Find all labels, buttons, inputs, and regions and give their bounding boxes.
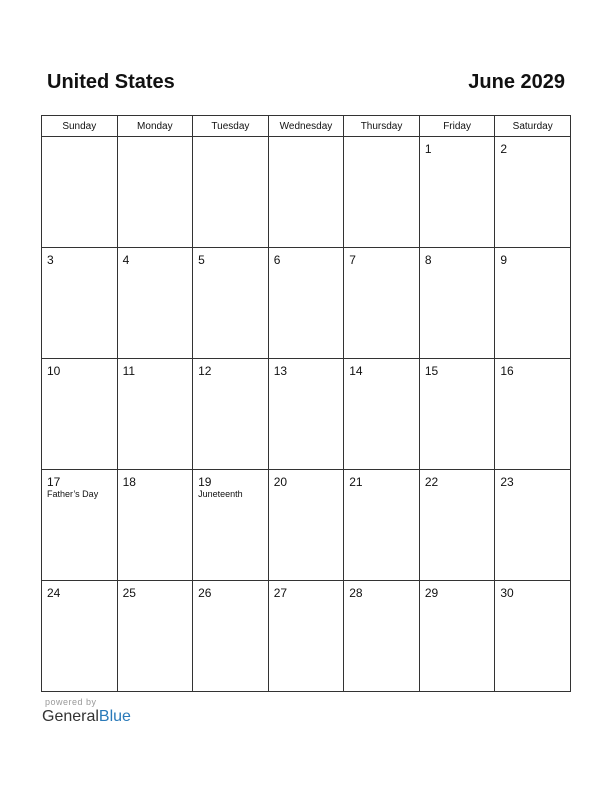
day-cell <box>268 248 344 359</box>
day-cell <box>495 581 571 692</box>
day-number: 4 <box>122 253 130 267</box>
empty-day-cell <box>117 137 193 248</box>
week-row <box>42 137 571 248</box>
weekday-thursday: Thursday <box>344 116 420 137</box>
day-cell <box>117 581 193 692</box>
day-cell <box>193 248 269 359</box>
day-number: 21 <box>349 475 363 489</box>
day-cell <box>344 248 420 359</box>
day-number: 12 <box>198 364 212 378</box>
day-number: 26 <box>198 586 212 600</box>
week-row <box>42 359 571 470</box>
day-cell <box>117 359 193 470</box>
generalblue-logo <box>42 708 131 726</box>
day-number: 6 <box>273 253 281 267</box>
day-cell <box>419 248 495 359</box>
day-cell <box>419 581 495 692</box>
weekday-saturday: Saturday <box>495 116 571 137</box>
day-number: 24 <box>47 586 61 600</box>
week-row <box>42 470 571 581</box>
day-number: 16 <box>500 364 514 378</box>
empty-day-cell <box>42 137 118 248</box>
day-cell <box>495 248 571 359</box>
day-cell <box>193 359 269 470</box>
day-number: 27 <box>273 586 288 600</box>
day-number: 17 <box>47 475 61 489</box>
holiday-label: Father’s Day <box>47 489 99 499</box>
day-number: 3 <box>47 253 54 267</box>
weekday-monday: Monday <box>117 116 193 137</box>
day-number: 9 <box>500 253 508 267</box>
day-number: 28 <box>349 586 363 600</box>
day-cell <box>268 470 344 581</box>
day-cell <box>117 470 193 581</box>
day-cell <box>42 248 118 359</box>
day-number: 25 <box>122 586 136 600</box>
day-number: 8 <box>424 253 432 267</box>
day-cell <box>419 359 495 470</box>
weekday-header-row <box>42 116 571 137</box>
day-cell <box>117 248 193 359</box>
month-title: June 2029 <box>468 71 565 93</box>
day-cell <box>193 581 269 692</box>
day-number: 30 <box>500 586 514 600</box>
weekday-tuesday: Tuesday <box>193 116 269 137</box>
week-row <box>42 248 571 359</box>
day-cell <box>42 359 118 470</box>
day-number: 15 <box>424 364 439 378</box>
day-cell <box>268 359 344 470</box>
day-number: 5 <box>198 253 205 267</box>
day-cell <box>495 359 571 470</box>
day-number: 29 <box>424 586 439 600</box>
calendar-grid <box>41 115 571 692</box>
day-number: 1 <box>424 142 432 156</box>
powered-by-text: powered by <box>45 697 97 707</box>
empty-day-cell <box>268 137 344 248</box>
holiday-label: Juneteenth <box>198 489 243 499</box>
day-cell <box>344 359 420 470</box>
day-number: 22 <box>424 475 439 489</box>
weekday-sunday: Sunday <box>42 116 118 137</box>
day-number: 14 <box>349 364 363 378</box>
day-cell <box>344 581 420 692</box>
day-cell <box>344 470 420 581</box>
day-cell <box>495 137 571 248</box>
day-number: 20 <box>273 475 288 489</box>
empty-day-cell <box>344 137 420 248</box>
day-cell <box>42 470 118 581</box>
weekday-friday: Friday <box>419 116 495 137</box>
day-number: 7 <box>349 253 356 267</box>
day-number: 23 <box>500 475 514 489</box>
day-cell <box>495 470 571 581</box>
day-cell <box>268 581 344 692</box>
logo-text-blue: Blue <box>98 708 131 725</box>
day-number: 18 <box>122 475 136 489</box>
day-number: 11 <box>122 364 136 378</box>
day-number: 19 <box>198 475 212 489</box>
logo-text-general: General <box>42 708 99 725</box>
empty-day-cell <box>193 137 269 248</box>
day-number: 2 <box>500 142 508 156</box>
day-cell <box>193 470 269 581</box>
weekday-wednesday: Wednesday <box>268 116 344 137</box>
day-number: 13 <box>273 364 288 378</box>
day-cell <box>419 470 495 581</box>
day-cell <box>419 137 495 248</box>
week-row <box>42 581 571 692</box>
day-cell <box>42 581 118 692</box>
country-title: United States <box>47 71 175 93</box>
day-number: 10 <box>47 364 61 378</box>
